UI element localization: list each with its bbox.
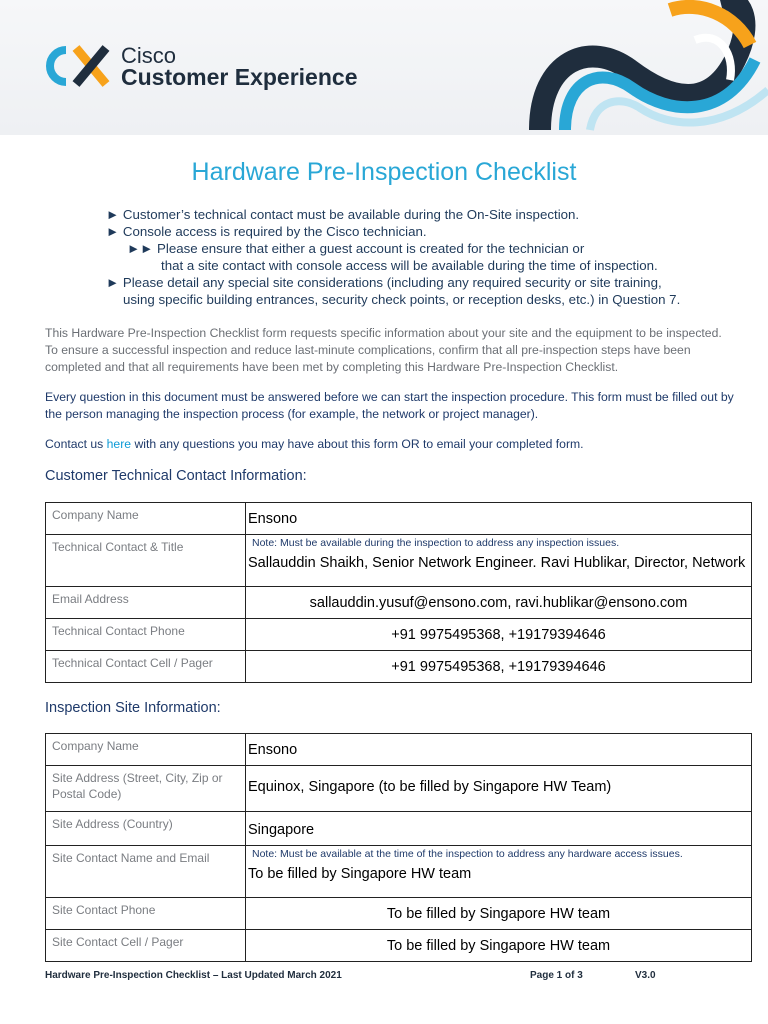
field-label: Site Contact Name and Email (46, 846, 246, 898)
site-country-field[interactable] (246, 812, 752, 846)
field-label: Site Address (Country) (46, 812, 246, 846)
field-note: Note: Must be available during the inspection to address any inspection issues. (252, 537, 620, 549)
site-address-field[interactable] (246, 766, 752, 812)
contact-suffix: with any questions you may have about this form OR to email your completed form. (131, 437, 584, 451)
field-value: +91 9975495368, +19179394646 (391, 627, 606, 643)
bullet-item: ► Console access is required by the Cisco technician. (106, 224, 427, 239)
cell-pager-field[interactable] (246, 651, 752, 683)
table-row (46, 846, 752, 898)
field-label: Email Address (46, 587, 246, 619)
field-label: Technical Contact Cell / Pager (46, 651, 246, 683)
field-value: Singapore (248, 822, 315, 838)
contact-line (45, 436, 735, 453)
field-value: To be filled by Singapore HW team (386, 906, 611, 922)
footer-title: Hardware Pre-Inspection Checklist – Last Updated March 2021 (45, 970, 342, 981)
table-row (46, 734, 752, 766)
bullet-subitem: ►► Please ensure that either a guest account is created for the technician or (127, 241, 585, 256)
bullet-item: ► Customer’s technical contact must be available during the On-Site inspection. (106, 207, 580, 222)
site-cell-pager-field[interactable] (246, 930, 752, 962)
site-info-table (45, 733, 752, 962)
site-phone-field[interactable] (246, 898, 752, 930)
company-name-field[interactable] (246, 503, 752, 535)
table-row (46, 619, 752, 651)
brand-name-cx: Customer Experience (121, 64, 358, 90)
table-row (46, 930, 752, 962)
bullet-item-continuation: using specific building entrances, security check points, or reception desks, etc.) in Question 7. (123, 292, 681, 307)
field-label: Company Name (46, 734, 246, 766)
cx-logo-icon (36, 40, 116, 92)
field-value: sallauddin.yusuf@ensono.com, ravi.hublikar@ensono.com (309, 595, 688, 611)
decorative-swirl-graphic (520, 0, 768, 135)
field-label: Site Address (Street, City, Zip or Postal Code) (46, 766, 246, 812)
field-value: Sallauddin Shaikh, Senior Network Engineer. Ravi Hublikar, Director, Network (248, 555, 746, 571)
requirement-paragraph: Every question in this document must be answered before we can start the inspection procedure. This form must be filled out by the person managing the inspection process (for example, the network or project manager). (45, 390, 734, 421)
table-row (46, 898, 752, 930)
field-label: Company Name (46, 503, 246, 535)
bullet-subitem-continuation: that a site contact with console access will be available during the time of inspection. (161, 258, 658, 273)
document-title: Hardware Pre-Inspection Checklist (191, 158, 577, 186)
field-value: To be filled by Singapore HW team (248, 866, 472, 882)
field-value: Ensono (248, 742, 298, 758)
brand-name-cisco: Cisco (121, 43, 177, 68)
field-label: Site Contact Cell / Pager (46, 930, 246, 962)
instruction-bullets (106, 206, 746, 308)
bullet-item: ► Please detail any special site considerations (including any required security or site training, (106, 275, 662, 290)
contact-here-link[interactable]: here (106, 437, 132, 451)
page-number: Page 1 of 3 (530, 970, 583, 981)
site-contact-field[interactable] (246, 846, 752, 898)
technical-contact-field[interactable] (246, 535, 752, 587)
contact-prefix: Contact us (45, 437, 107, 451)
field-value: To be filled by Singapore HW team (386, 938, 611, 954)
section-heading-site: Inspection Site Information: (45, 700, 221, 716)
table-row (46, 587, 752, 619)
field-note: Note: Must be available at the time of the inspection to address any hardware access issues. (252, 848, 683, 860)
field-label: Site Contact Phone (46, 898, 246, 930)
intro-paragraph: This Hardware Pre-Inspection Checklist form requests specific information about your site and the equipment to be inspected. To ensure a successful inspection and reduce last-minute complications, confirm that all pre-inspection steps have been completed and that all requirements have been met by completing this Hardware Pre-Inspection Checklist. (45, 326, 722, 374)
table-row (46, 503, 752, 535)
field-value: Equinox, Singapore (to be filled by Singapore HW Team) (248, 779, 612, 795)
field-value: +91 9975495368, +19179394646 (391, 659, 606, 675)
table-row (46, 651, 752, 683)
site-company-name-field[interactable] (246, 734, 752, 766)
table-row (46, 766, 752, 812)
table-row (46, 812, 752, 846)
customer-contact-table (45, 502, 752, 683)
field-label: Technical Contact Phone (46, 619, 246, 651)
email-field[interactable] (246, 587, 752, 619)
table-row (46, 535, 752, 587)
field-label: Technical Contact & Title (46, 535, 246, 587)
phone-field[interactable] (246, 619, 752, 651)
field-value: Ensono (248, 511, 298, 527)
section-heading-customer: Customer Technical Contact Information: (45, 468, 307, 484)
version-label: V3.0 (635, 970, 656, 981)
